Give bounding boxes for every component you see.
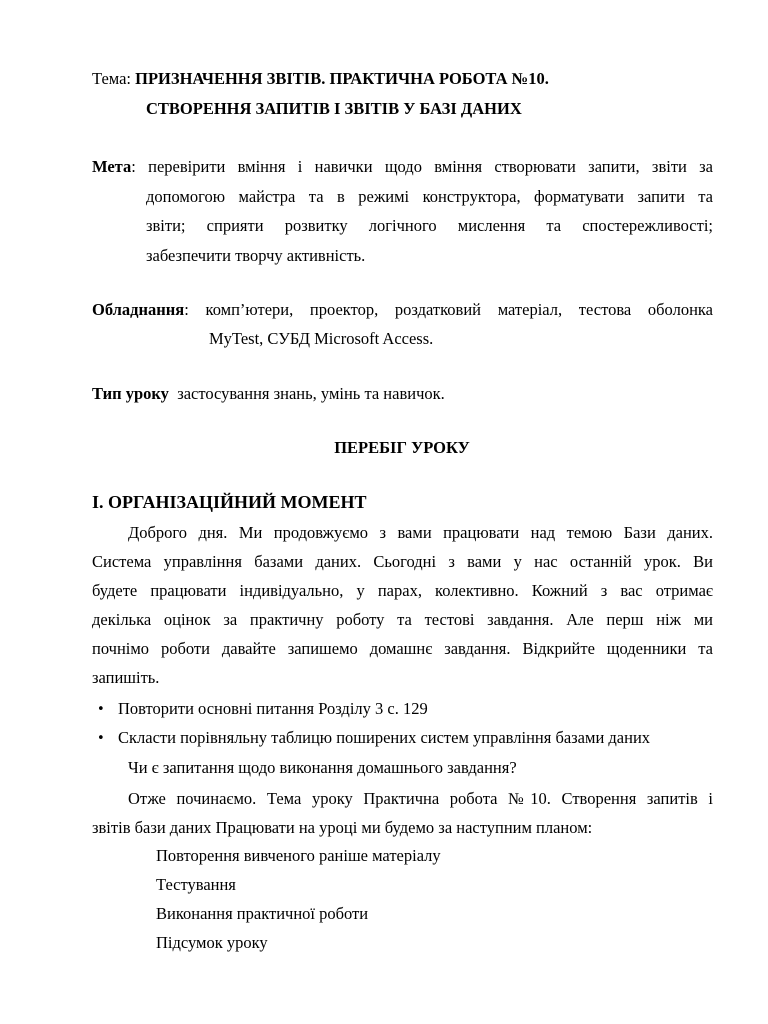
goal-line-2: допомогою майстра та в режимі конструктора, форматувати запити та [146,187,713,206]
equipment-label: Обладнання [92,300,185,319]
plan-item-4: Підсумок уроку [156,933,268,952]
topic-line-1 [92,69,549,89]
bullet-marker: • [97,731,105,746]
goal-label: Мета [92,157,132,176]
bullet-marker: • [97,702,105,717]
bullet-item-2: Скласти порівняльну таблицю поширених систем управління базами даних [118,728,651,747]
plan-item-1: Повторення вивченого раніше матеріалу [156,846,441,865]
goal-line-3: звіти; сприяти розвитку логічного мислення та спостережливості; [146,216,713,235]
bullet-item-1: Повторити основні питання Розділу 3 с. 129 [118,699,428,718]
para1-line-5: почнімо роботи давайте запишемо домашнє завдання. Відкрийте щоденники та [92,639,713,658]
plan-item-2: Тестування [156,875,236,894]
lesson-type-text: застосування знань, умінь та навичок. [177,384,445,403]
para1-line-1: Доброго дня. Ми продовжуємо з вами працювати над темою Бази даних. [128,523,713,542]
equipment-text-1: : комп’ютери, проектор, роздатковий матеріал, тестова оболонка [184,300,713,319]
section-heading: І. ОРГАНІЗАЦІЙНИЙ МОМЕНТ [92,492,367,512]
topic-label: Тема: [92,69,132,88]
lesson-type-line [92,384,445,404]
equipment-line-2: MyTest, СУБД Microsoft Access. [209,329,434,348]
goal-text-1: : перевірити вміння і навички щодо вміння створювати запити, звіти за [131,157,713,176]
equipment-line-1 [92,300,713,320]
plan-item-3: Виконання практичної роботи [156,904,369,923]
para1-line-4: декілька оцінок за практичну роботу та тестові завдання. Але перш ніж ми [92,610,713,629]
progress-heading: ПЕРЕБІГ УРОКУ [334,438,470,457]
para2-line-2: звітів бази даних Працювати на уроці ми будемо за наступним планом: [92,818,593,837]
goal-line-1 [92,157,713,177]
para1-line-6: запишіть. [92,668,160,687]
para2-line-1: Отже починаємо. Тема уроку Практична робота №10. Створення запитів і [128,789,713,808]
topic-title-line-2: СТВОРЕННЯ ЗАПИТІВ І ЗВІТІВ У БАЗІ ДАНИХ [146,99,522,118]
lesson-type-label: Тип уроку [92,384,169,403]
para1-line-2: Система управління базами даних. Сьогодні з вами у нас останній урок. Ви [92,552,713,571]
homework-question: Чи є запитання щодо виконання домашнього завдання? [128,758,517,777]
topic-title-line-1: ПРИЗНАЧЕННЯ ЗВІТІВ. ПРАКТИЧНА РОБОТА №10. [135,69,549,88]
para1-line-3: будете працювати індивідуально, у парах, колективно. Кожний з вас отримає [92,581,713,600]
goal-line-4: забезпечити творчу активність. [146,246,366,265]
